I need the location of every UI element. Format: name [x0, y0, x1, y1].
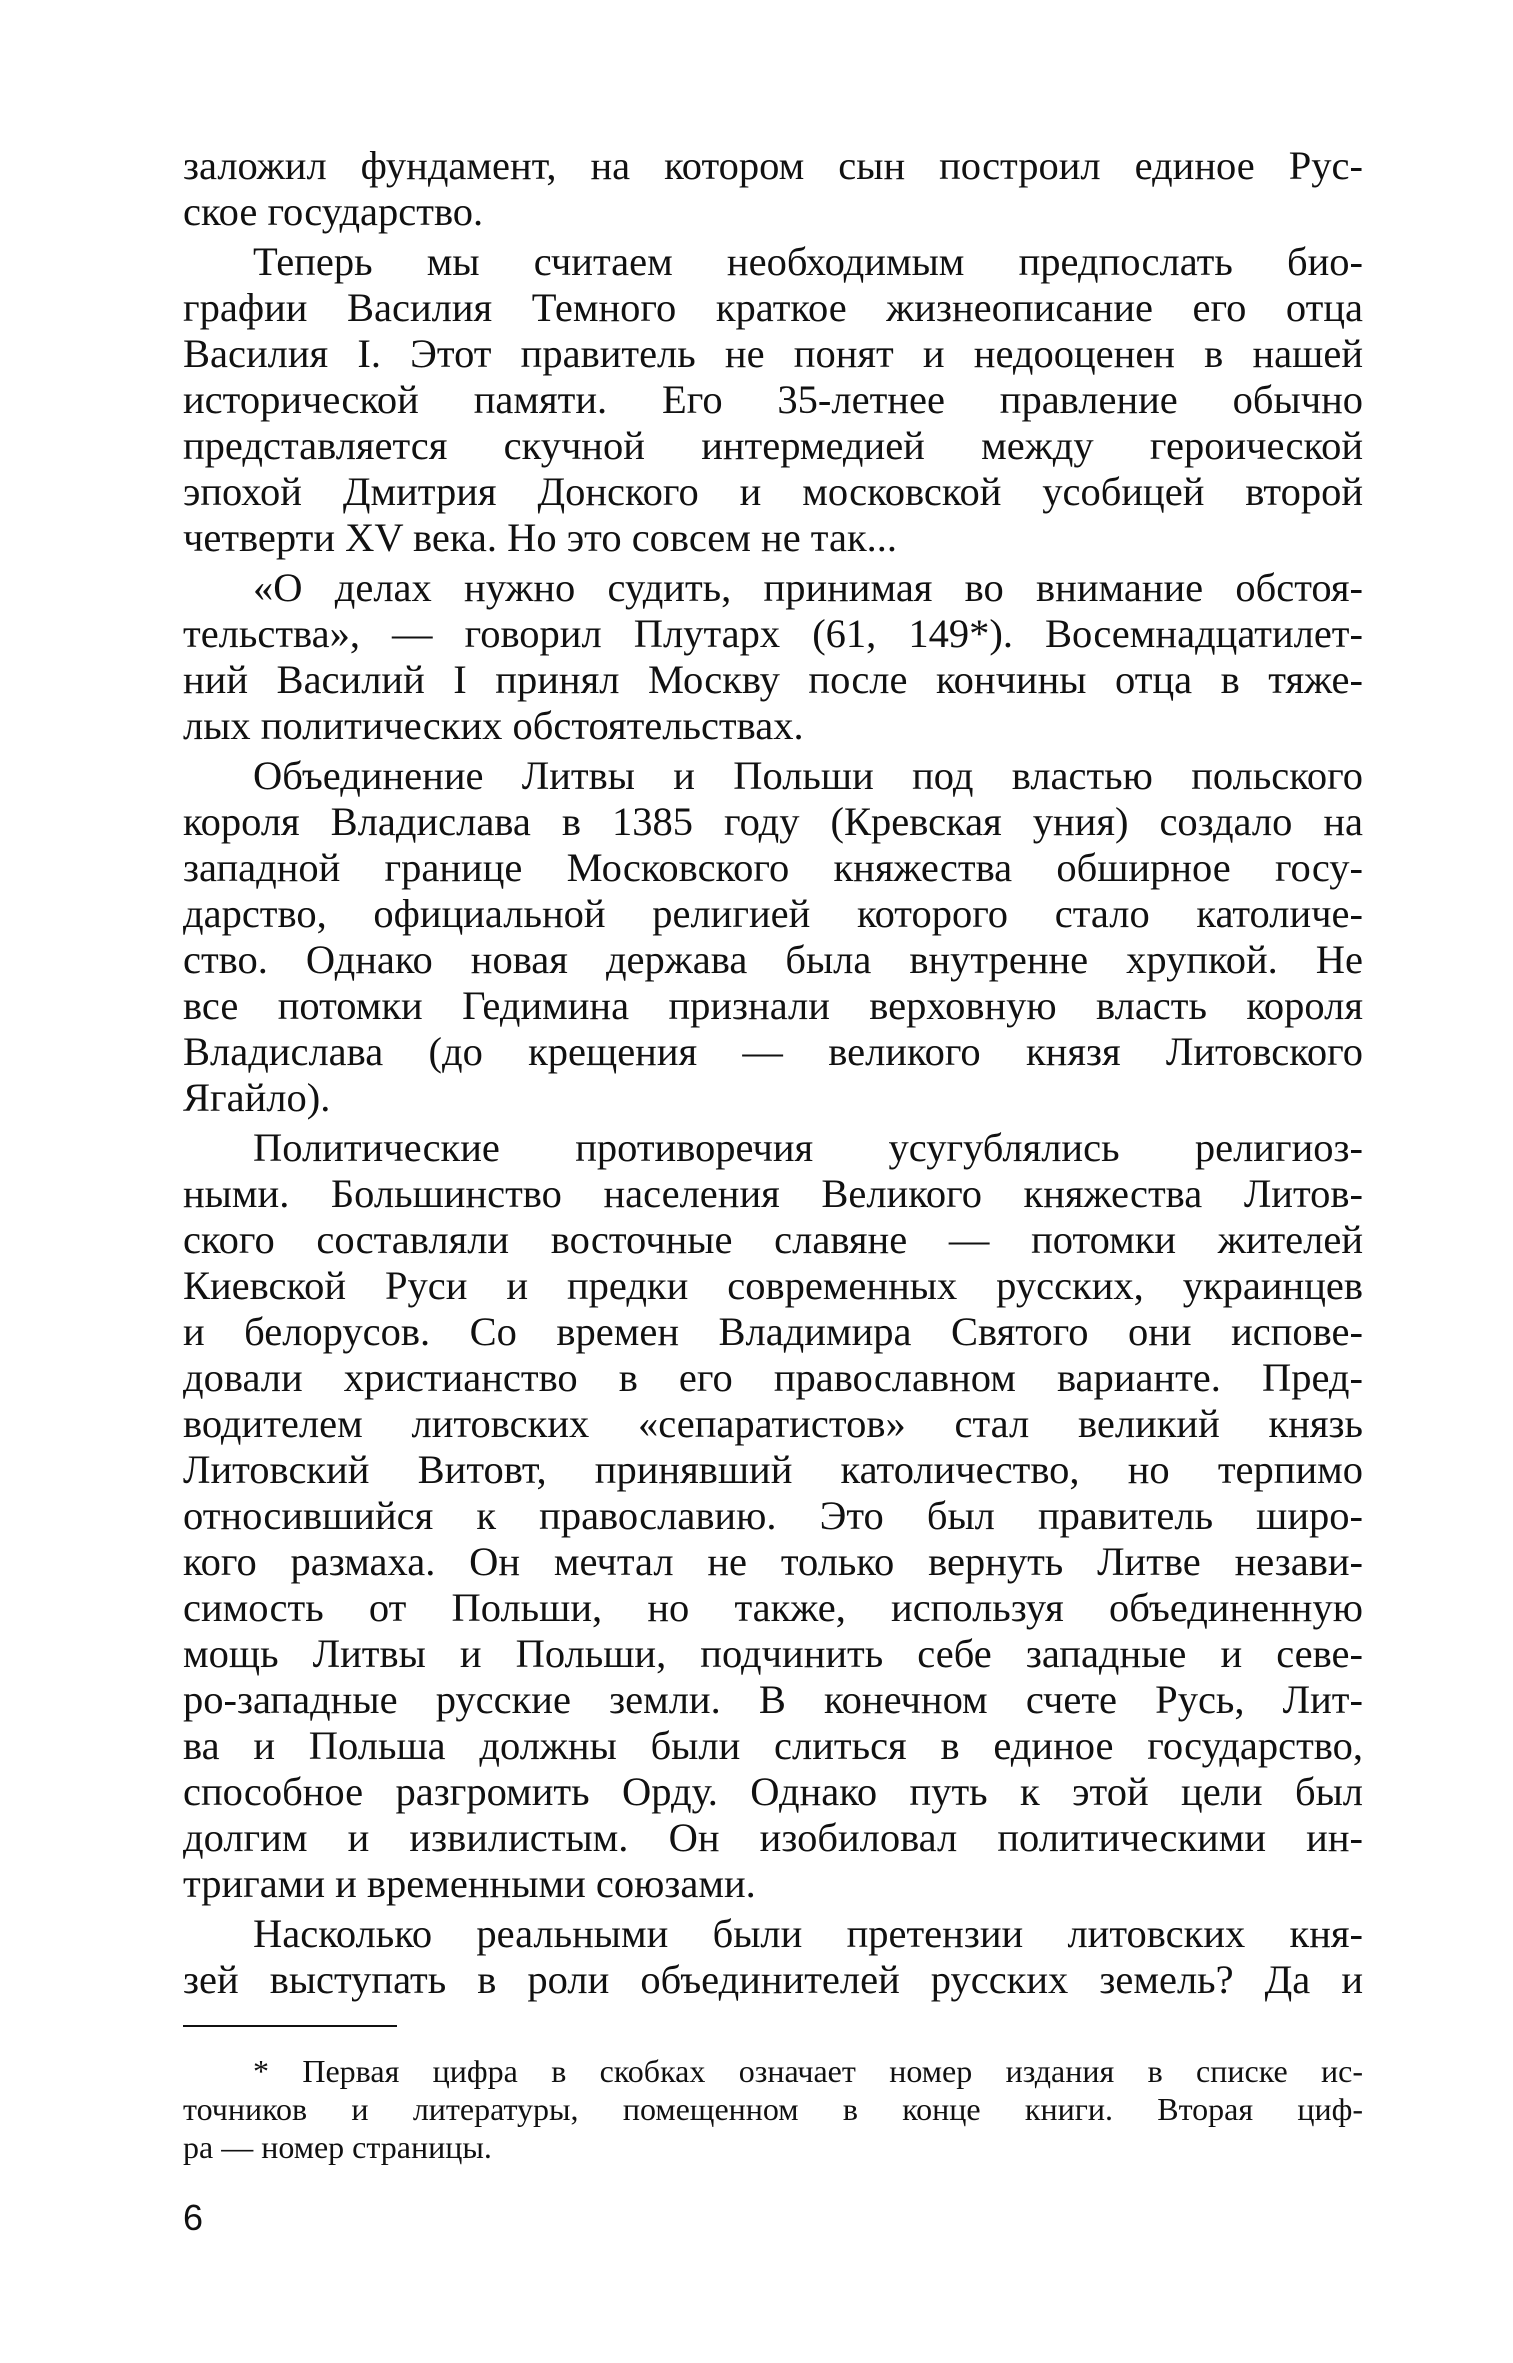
- text-line: Владислава (до крещения — великого князя Литовского: [183, 1029, 1363, 1074]
- footnote-line: * Первая цифра в скобках означает номер издания в списке ис-: [253, 2053, 1363, 2089]
- text-line: исторической памяти. Его 35-летнее правление обычно: [183, 377, 1363, 422]
- text-line: западной границе Московского княжества обширное госу-: [183, 845, 1363, 890]
- text-line: мощь Литвы и Польши, подчинить себе западные и севе-: [183, 1631, 1363, 1676]
- text-line: дарство, официальной религией которого стало католиче-: [183, 891, 1363, 936]
- text-line: Объединение Литвы и Польши под властью польского: [253, 753, 1363, 798]
- text-line: четверти XV века. Но это совсем не так...: [183, 515, 898, 560]
- text-line: «О делах нужно судить, принимая во внимание обстоя-: [253, 565, 1363, 610]
- paragraph: [183, 239, 1363, 561]
- text-line: ными. Большинство населения Великого княжества Литов-: [183, 1171, 1363, 1216]
- footnote-line: ра — номер страницы.: [183, 2129, 492, 2165]
- text-line: ро-западные русские земли. В конечном счете Русь, Лит-: [183, 1677, 1363, 1722]
- text-line: долгим и извилистым. Он изобиловал политическими ин-: [183, 1815, 1363, 1860]
- text-line: и белорусов. Со времен Владимира Святого они испове-: [183, 1309, 1363, 1354]
- text-line: графии Василия Темного краткое жизнеописание его отца: [183, 285, 1363, 330]
- text-line: ского составляли восточные славяне — потомки жителей: [183, 1217, 1363, 1262]
- page-number: 6: [183, 2197, 204, 2238]
- text-line: представляется скучной интермедией между героической: [183, 423, 1363, 468]
- text-line: ское государство.: [183, 189, 484, 234]
- text-line: ство. Однако новая держава была внутренне хрупкой. Не: [183, 937, 1363, 982]
- text-line: тригами и временными союзами.: [183, 1861, 756, 1906]
- text-line: водителем литовских «сепаратистов» стал великий князь: [183, 1401, 1363, 1446]
- paragraph: [183, 143, 1363, 235]
- paragraph: [183, 565, 1363, 749]
- text-line: довали христианство в его православном варианте. Пред-: [183, 1355, 1363, 1400]
- text-line: зей выступать в роли объединителей русских земель? Да и: [183, 1957, 1363, 2002]
- text-line: Литовский Витовт, принявший католичество, но терпимо: [183, 1447, 1363, 1492]
- text-line: лых политических обстоятельствах.: [183, 703, 804, 748]
- paragraph: [183, 1125, 1363, 1907]
- footnote: [183, 2052, 1363, 2166]
- text-line: Насколько реальными были претензии литовских кня-: [253, 1911, 1363, 1956]
- text-line: Ягайло).: [183, 1075, 331, 1120]
- footnote-rule: [183, 2025, 397, 2027]
- text-line: Теперь мы считаем необходимым предпослать био-: [253, 239, 1363, 284]
- text-line: кого размаха. Он мечтал не только вернуть Литве незави-: [183, 1539, 1363, 1584]
- text-line: Василия I. Этот правитель не понят и недооценен в нашей: [183, 331, 1363, 376]
- text-line: все потомки Гедимина признали верховную власть короля: [183, 983, 1363, 1028]
- body-text: [183, 143, 1363, 2003]
- text-line: ний Василий I принял Москву после кончины отца в тяже-: [183, 657, 1363, 702]
- text-line: относившийся к православию. Это был правитель широ-: [183, 1493, 1363, 1538]
- text-line: ва и Польша должны были слиться в единое государство,: [183, 1723, 1363, 1768]
- text-line: тельства», — говорил Плутарх (61, 149*). Восемнадцатилет-: [183, 611, 1363, 656]
- text-line: Киевской Руси и предки современных русских, украинцев: [183, 1263, 1363, 1308]
- text-line: симость от Польши, но также, используя объединенную: [183, 1585, 1363, 1630]
- footnote-line: точников и литературы, помещенном в конце книги. Вторая циф-: [183, 2091, 1363, 2127]
- text-line: эпохой Дмитрия Донского и московской усобицей второй: [183, 469, 1363, 514]
- paragraph: [183, 1911, 1363, 2003]
- paragraph: [183, 753, 1363, 1121]
- text-line: короля Владислава в 1385 году (Кревская уния) создало на: [183, 799, 1363, 844]
- text-line: способное разгромить Орду. Однако путь к этой цели был: [183, 1769, 1363, 1814]
- text-line: заложил фундамент, на котором сын построил единое Рус-: [183, 143, 1363, 188]
- text-line: Политические противоречия усугублялись религиоз-: [253, 1125, 1363, 1170]
